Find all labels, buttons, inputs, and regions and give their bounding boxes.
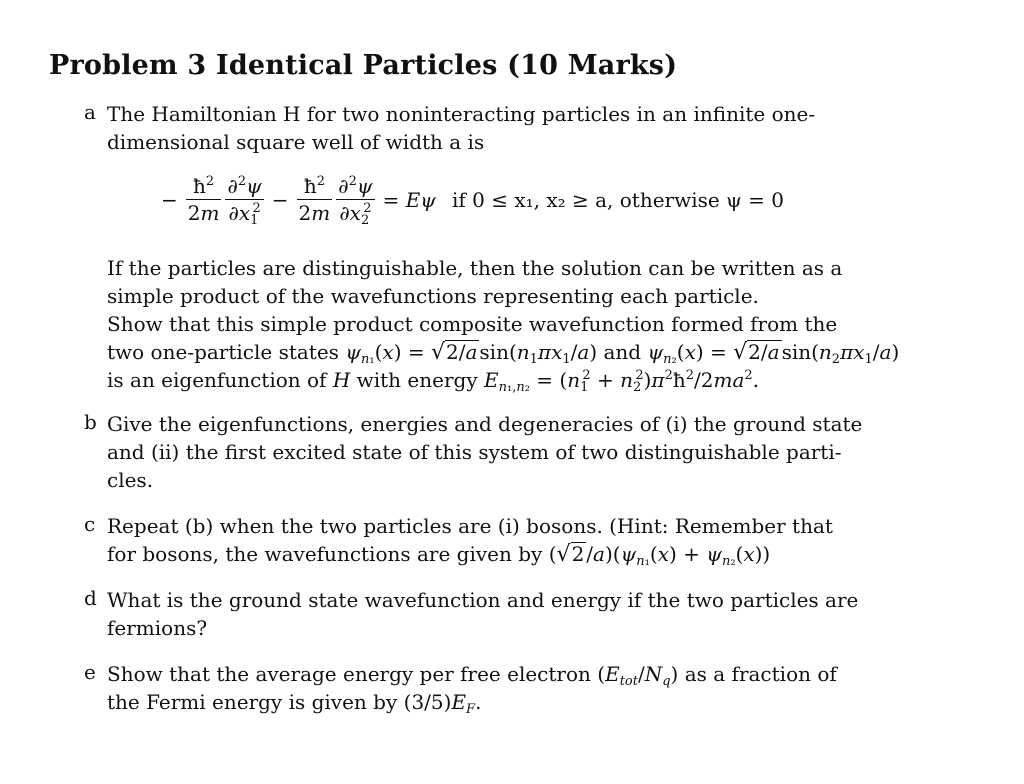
item-a-line-6: two one-particle states $\psi_{n_1}(x) = √2/a$ $\sin(n_1\pi x_1/a)$ and $\psi_{n_2}(x) = √2/a$ $\sin(n_2\pi x_1/a)$ (107, 340, 900, 367)
item-e-line-2: the Fermi energy is given by $(3/5)E_F$. (107, 690, 482, 717)
item-c-line-1: Repeat (b) when the two particles are (i) bosons. (Hint: Remember that (107, 514, 833, 538)
item-letter: a (84, 100, 96, 124)
item-letter: c (84, 512, 96, 536)
item-letter: e (84, 660, 96, 684)
item-b-line-1: Give the eigenfunctions, energies and degeneracies of (i) the ground state (107, 412, 863, 436)
item-d-line-1: What is the ground state wavefunction and energy if the two particles are (107, 588, 859, 612)
item-a-line-2: dimensional square well of width a is (107, 130, 485, 154)
item-e-line-1: Show that the average energy per free electron $(E_{tot}/N_q)$ as a fraction of (107, 662, 837, 689)
item-a-line-5: Show that this simple product composite wavefunction formed from the (107, 312, 838, 336)
hamiltonian-equation: − $\frac{ħ^2}{2m}$ $\frac{\partial^2\psi}{\partial x_1^2}$ − $\frac{ħ^2}{2m}$ $\frac{\partial^2\psi}{\partial x_2^2}$ = Eψ if 0 ≤ x₁, x₂ ≥ a, otherwise ψ = 0 (161, 174, 784, 228)
item-b-line-3: cles. (107, 468, 154, 492)
problem-title: Problem 3 Identical Particles (10 Marks) (49, 50, 678, 81)
item-c-line-2: for bosons, the wavefunctions are given by (√2 $/a)(\psi_{n_1}(x) + \psi_{n_2}(x))$ (107, 542, 771, 569)
item-letter: b (84, 410, 97, 434)
item-a-line-3: If the particles are distinguishable, then the solution can be written as a (107, 256, 843, 280)
item-a-line-4: simple product of the wavefunctions representing each particle. (107, 284, 759, 308)
item-a-line-1: The Hamiltonian H for two noninteracting particles in an infinite one- (107, 102, 816, 126)
equation-condition: if 0 ≤ x₁, x₂ ≥ a, otherwise ψ = 0 (451, 187, 784, 212)
item-a-line-7: is an eigenfunction of H with energy $E_{n_1,n_2} = (n_1^2$ + $n_2^2)\pi^2ħ^2/2ma^2$. (107, 368, 760, 395)
item-letter: d (84, 586, 97, 610)
item-b-line-2: and (ii) the first excited state of this system of two distinguishable parti- (107, 440, 842, 464)
item-d-line-2: fermions? (107, 616, 208, 640)
